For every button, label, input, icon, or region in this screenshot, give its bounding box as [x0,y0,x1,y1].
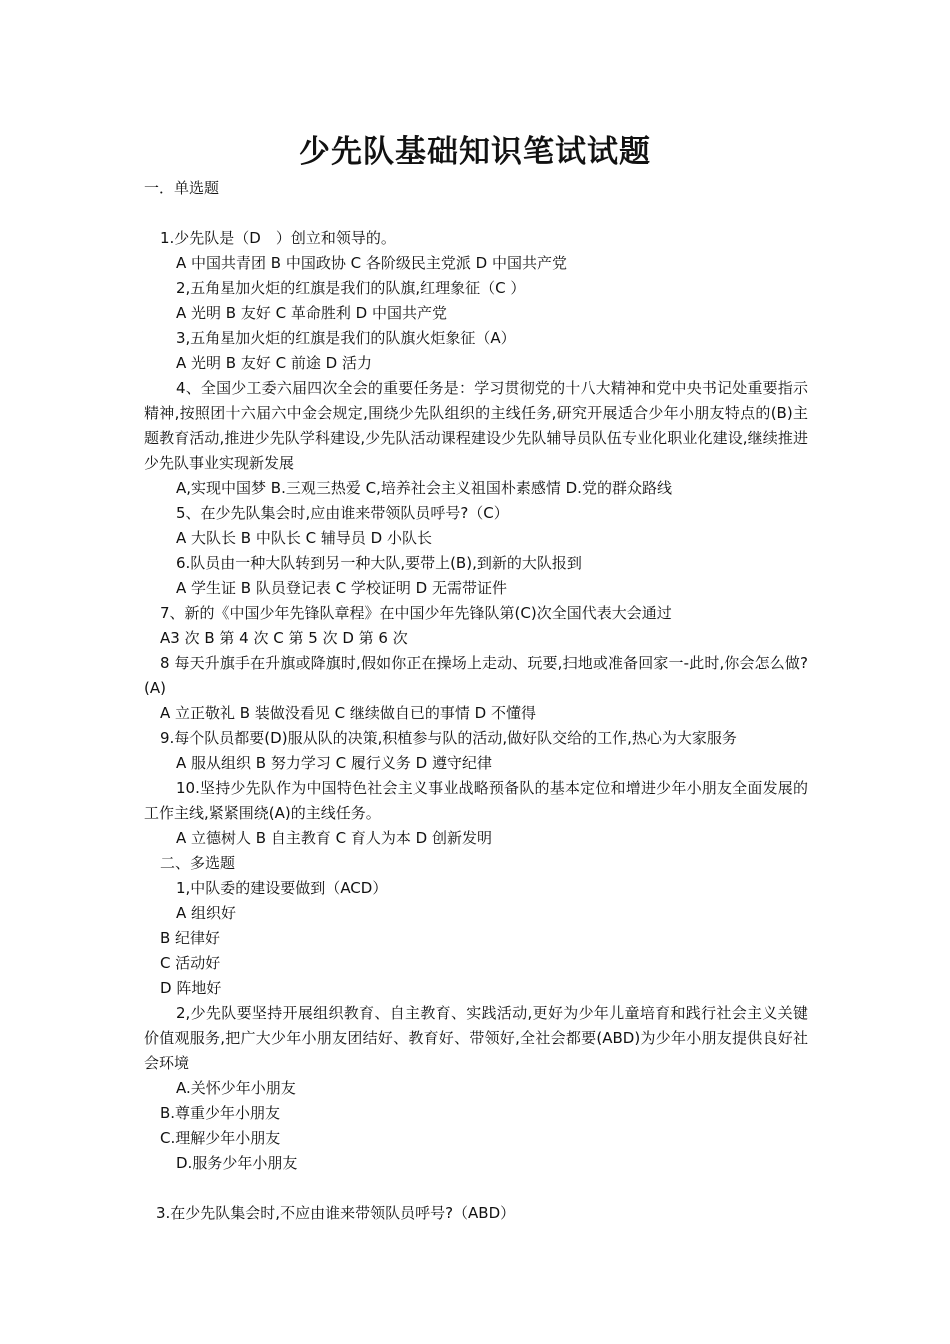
question-5-options: A 大队长 B 中队长 C 辅导员 D 小队长 [176,529,432,547]
section-heading-multiple-choice: 二、多选题 [160,854,236,872]
question-4: 4、全国少工委六届四次全会的重要任务是：学习贯彻党的十八大精神和党中央书记处重要指示精神,按照团十六届六中金会规定,围绕少先队组织的主线任务,研究开展适合少年小朋友特点的(B)主题教育活动,推进少先队学科建设,少先队活动课程建设少先队辅导员队伍专业化职业化建设,继续推进少先队事业实现新发展 [144,379,808,472]
question-3: 3,五角星加火炬的红旗是我们的队旗火炬象征（A） [176,329,516,347]
multi-question-3: 3.在少先队集会时,不应由谁来带领队员呼号?（ABD） [156,1204,516,1222]
question-8: 8 每天升旗手在升旗或降旗时,假如你正在操场上走动、玩要,扫地或准备回家一-此时,你会怎么做?(A) [144,654,808,697]
section-heading-single-choice: 一．单选题 [144,179,220,197]
question-7: 7、新的《中国少年先锋队章程》在中国少年先锋队第(C)次全国代表大会通过 [160,604,672,622]
question-9: 9.每个队员都要(D)服从队的决策,积植参与队的活动,做好队交给的工作,热心为大家服务 [160,729,737,747]
document-title: 少先队基础知识笔试试题 [299,134,651,170]
question-10-options: A 立德树人 B 自主教育 C 育人为本 D 创新发明 [176,829,492,847]
question-8-options: A 立正敬礼 B 装做没看见 C 继续做自已的事情 D 不懂得 [160,704,536,722]
question-7-options: A3 次 B 第 4 次 C 第 5 次 D 第 6 次 [160,629,408,647]
question-4-options: A,实现中国梦 B.三观三热爱 C,培养社会主义祖国朴素感情 D.党的群众路线 [176,479,672,497]
question-6-options: A 学生证 B 队员登记表 C 学校证明 D 无需带证件 [176,579,507,597]
multi-question-1-option-a: A 组织好 [176,904,237,922]
multi-question-1-option-b: B 纪律好 [160,929,221,947]
question-10: 10.坚持少先队作为中国特色社会主义事业战略预备队的基本定位和增进少年小朋友全面发展的工作主线,紧紧围绕(A)的主线任务。 [144,779,808,822]
question-3-options: A 光明 B 友好 C 前途 D 活力 [176,354,372,372]
multi-question-2-option-a: A.关怀少年小朋友 [176,1079,296,1097]
multi-question-1-option-c: C 活动好 [160,954,221,972]
question-6: 6.队员由一种大队转到另一种大队,要带上(B),到新的大队报到 [176,554,582,572]
multi-question-2-option-b: B.尊重少年小朋友 [160,1104,281,1122]
question-2: 2,五角星加火炬的红旗是我们的队旗,红理象征（C ） [176,279,526,297]
question-1-options: A 中国共青团 B 中国政协 C 各阶级民主党派 D 中国共产党 [176,254,567,272]
multi-question-1-option-d: D 阵地好 [160,979,222,997]
question-9-options: A 服从组织 B 努力学习 C 履行义务 D 遵守纪律 [176,754,492,772]
question-5: 5、在少先队集会时,应由谁来带领队员呼号?（C） [176,504,509,522]
multi-question-1: 1,中队委的建设要做到（ACD） [176,879,388,897]
multi-question-2: 2,少先队要坚持开展组织教育、自主教育、实践活动,更好为少年儿童培育和践行社会主义关键价值观服务,把广大少年小朋友团结好、教育好、带领好,全社会都要(ABD)为少年小朋友提供良好社会环境 [144,1004,808,1072]
multi-question-2-option-d: D.服务少年小朋友 [176,1154,298,1172]
question-1: 1.少先队是（D ）创立和领导的。 [160,229,396,247]
question-2-options: A 光明 B 友好 C 革命胜利 D 中国共产党 [176,304,447,322]
multi-question-2-option-c: C.理解少年小朋友 [160,1129,281,1147]
